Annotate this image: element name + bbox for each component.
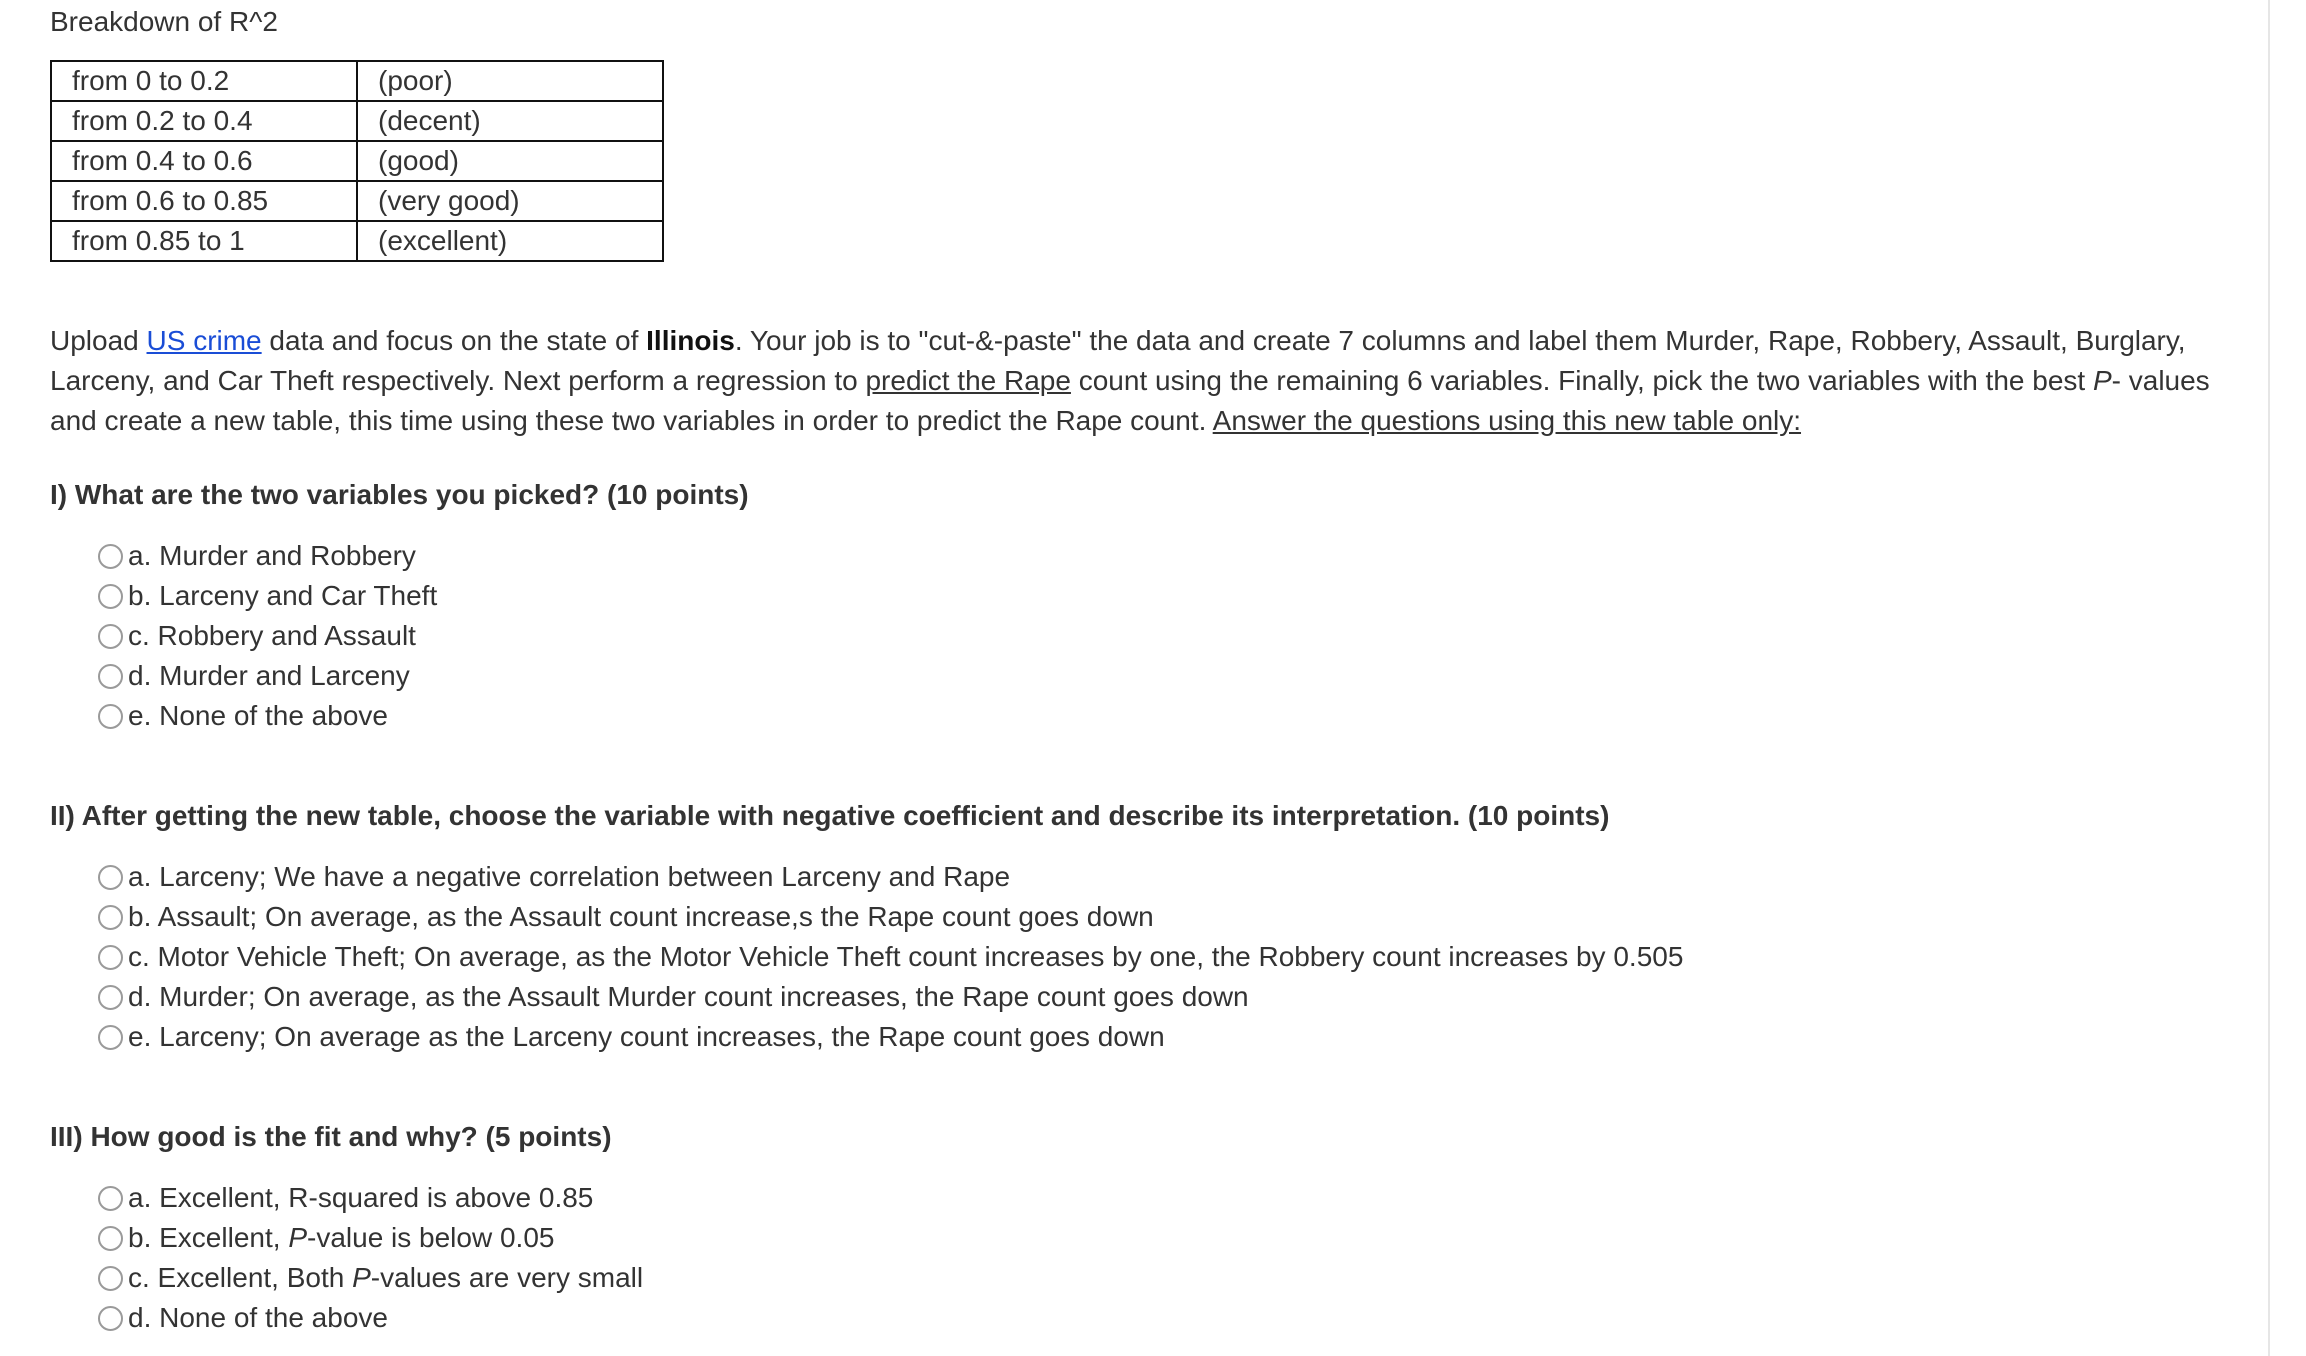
radio-button[interactable] <box>98 1306 123 1331</box>
range-cell: from 0.4 to 0.6 <box>51 141 357 181</box>
question-2-title: II) After getting the new table, choose the variable with negative coefficient and describe its interpretation. (10 points) <box>50 800 1610 831</box>
range-cell: from 0.85 to 1 <box>51 221 357 261</box>
q2-option-b[interactable] <box>98 897 2230 937</box>
question-1-options <box>98 536 2230 736</box>
option-label: e. Larceny; On average as the Larceny count increases, the Rape count goes down <box>128 1021 1165 1052</box>
option-text: -value is below 0.05 <box>307 1222 555 1253</box>
p-italic: P <box>2092 365 2112 396</box>
p-italic: P <box>352 1262 371 1293</box>
q3-option-c[interactable] <box>98 1258 2230 1298</box>
radio-button[interactable] <box>98 624 123 649</box>
q1-option-c[interactable] <box>98 616 2230 656</box>
rating-cell: (very good) <box>357 181 663 221</box>
q2-option-d[interactable] <box>98 977 2230 1017</box>
q3-option-a[interactable] <box>98 1178 2230 1218</box>
option-label: b. Larceny and Car Theft <box>128 580 438 611</box>
radio-button[interactable] <box>98 1226 123 1251</box>
radio-button[interactable] <box>98 865 123 890</box>
instructions-text: - values and create a new table, this time using these two variables in order to predict the Rape count. <box>50 365 2210 436</box>
question-2 <box>50 797 2230 1057</box>
q2-option-e[interactable] <box>98 1017 2230 1057</box>
instructions-paragraph <box>50 321 2230 441</box>
radio-button[interactable] <box>98 945 123 970</box>
table-row <box>51 61 663 101</box>
range-cell: from 0.6 to 0.85 <box>51 181 357 221</box>
instructions-text: count using the remaining 6 variables. Finally, pick the two variables with the best <box>1070 365 2093 396</box>
option-label: d. None of the above <box>128 1302 388 1333</box>
table-row <box>51 221 663 261</box>
q1-option-a[interactable] <box>98 536 2230 576</box>
rating-cell: (excellent) <box>357 221 663 261</box>
us-crime-link[interactable]: US crime <box>146 325 262 356</box>
answer-instruction-underline: Answer the questions using this new table only: <box>1212 405 1802 436</box>
p-italic: P <box>288 1222 307 1253</box>
table-row <box>51 181 663 221</box>
question-3-title: III) How good is the fit and why? (5 points) <box>50 1121 612 1152</box>
instructions-text: data and focus on the state of <box>261 325 647 356</box>
q1-option-b[interactable] <box>98 576 2230 616</box>
radio-button[interactable] <box>98 985 123 1010</box>
option-text: -values are very small <box>370 1262 644 1293</box>
instructions-text: Upload <box>50 325 147 356</box>
page-scrollbar-edge <box>2268 0 2270 1356</box>
option-label: a. Excellent, R-squared is above 0.85 <box>128 1182 594 1213</box>
radio-button[interactable] <box>98 1266 123 1291</box>
option-label: c. Robbery and Assault <box>128 620 416 651</box>
option-label <box>128 1262 643 1294</box>
question-2-options <box>98 857 2230 1057</box>
radio-button[interactable] <box>98 584 123 609</box>
option-label: d. Murder; On average, as the Assault Murder count increases, the Rape count goes down <box>128 981 1249 1012</box>
question-3 <box>50 1118 2230 1338</box>
option-label: b. Assault; On average, as the Assault count increase,s the Rape count goes down <box>128 901 1154 932</box>
q1-option-e[interactable] <box>98 696 2230 736</box>
option-label: e. None of the above <box>128 700 388 731</box>
radio-button[interactable] <box>98 664 123 689</box>
range-cell: from 0.2 to 0.4 <box>51 101 357 141</box>
state-name: Illinois <box>646 325 735 356</box>
radio-button[interactable] <box>98 704 123 729</box>
rating-cell: (good) <box>357 141 663 181</box>
option-label: c. Motor Vehicle Theft; On average, as the Motor Vehicle Theft count increases by one, the Robbery count increases by 0.505 <box>128 941 1684 972</box>
q3-option-b[interactable] <box>98 1218 2230 1258</box>
radio-button[interactable] <box>98 544 123 569</box>
option-label: a. Larceny; We have a negative correlation between Larceny and Rape <box>128 861 1011 892</box>
q3-option-d[interactable] <box>98 1298 2230 1338</box>
option-label: d. Murder and Larceny <box>128 660 410 691</box>
radio-button[interactable] <box>98 1025 123 1050</box>
r2-breakdown-heading: Breakdown of R^2 <box>50 6 278 37</box>
radio-button[interactable] <box>98 1186 123 1211</box>
option-text: c. Excellent, Both <box>128 1262 353 1293</box>
instructions-text: . Your job is to "cut-&-paste" the data and create 7 columns and label them Murder, Rape, Robbery, Assault, Burglary, Larceny, and Car Theft respectively. Next perform a regression to <box>50 325 2186 396</box>
option-text: b. Excellent, <box>128 1222 289 1253</box>
table-row <box>51 101 663 141</box>
option-label <box>128 1222 554 1254</box>
table-row <box>51 141 663 181</box>
option-label: a. Murder and Robbery <box>128 540 416 571</box>
question-1 <box>50 476 2230 736</box>
q2-option-c[interactable] <box>98 937 2230 977</box>
predict-rape-underline: predict the Rape <box>865 365 1071 396</box>
question-3-options <box>98 1178 2230 1338</box>
radio-button[interactable] <box>98 905 123 930</box>
rating-cell: (decent) <box>357 101 663 141</box>
range-cell: from 0 to 0.2 <box>51 61 357 101</box>
q1-option-d[interactable] <box>98 656 2230 696</box>
q2-option-a[interactable] <box>98 857 2230 897</box>
r2-breakdown-table <box>50 60 664 262</box>
rating-cell: (poor) <box>357 61 663 101</box>
question-1-title: I) What are the two variables you picked? (10 points) <box>50 479 749 510</box>
